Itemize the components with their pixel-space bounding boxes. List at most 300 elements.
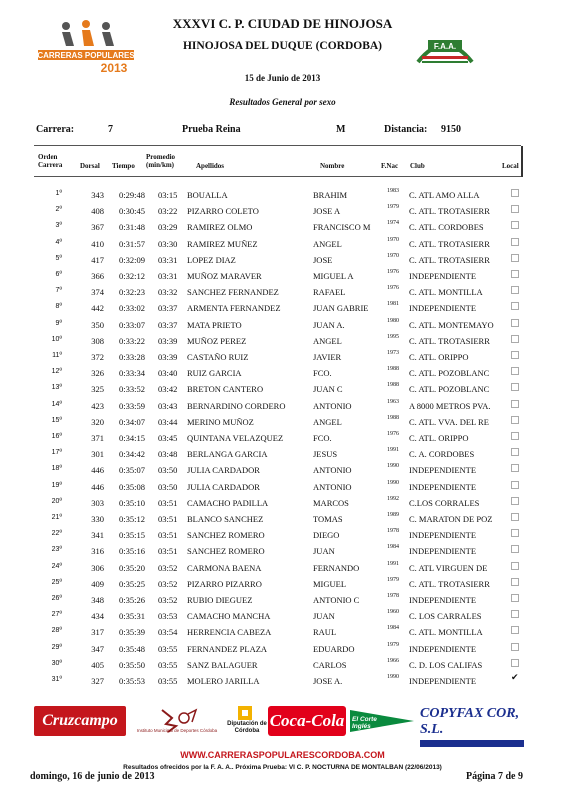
birth-year-cell: 1995	[387, 333, 399, 340]
pace-cell: 03:40	[158, 368, 178, 379]
dorsal-cell: 325	[91, 384, 104, 395]
local-checkbox[interactable]	[511, 270, 519, 278]
dorsal-cell: 446	[91, 481, 104, 492]
local-checkbox[interactable]	[511, 675, 519, 683]
local-checkbox[interactable]	[511, 189, 519, 197]
time-cell: 0:35:39	[119, 627, 145, 638]
club-cell: C. ATL. TROTASIERR	[409, 578, 490, 589]
surname-cell: QUINTANA VELAZQUEZ	[187, 433, 284, 443]
table-row	[0, 479, 565, 495]
dorsal-cell: 317	[91, 627, 104, 638]
surname-cell: BLANCO SANCHEZ	[187, 514, 264, 524]
table-row	[0, 576, 565, 592]
surname-cell: BRETON CANTERO	[187, 384, 264, 395]
local-checkbox[interactable]	[511, 513, 519, 521]
svg-text:2013: 2013	[100, 61, 128, 74]
table-row	[0, 414, 565, 430]
time-cell: 0:32:23	[119, 287, 145, 298]
time-cell: 0:35:53	[119, 676, 145, 686]
surname-cell: MUÑOZ MARAVER	[187, 271, 262, 281]
local-checkbox[interactable]	[511, 221, 519, 229]
position-cell: 9º	[55, 319, 62, 327]
dorsal-cell: 308	[91, 335, 104, 346]
birth-year-cell: 1979	[387, 576, 399, 583]
pace-cell: 03:39	[158, 352, 178, 362]
position-cell: 24º	[51, 562, 62, 570]
club-cell: C. ATL. VVA. DEL RE	[409, 416, 489, 427]
table-row	[0, 527, 565, 543]
surname-cell: PIZARRO PIZARRO	[187, 578, 262, 589]
club-cell: C. ATL. CORDOBES	[409, 222, 484, 233]
time-cell: 0:35:31	[119, 611, 145, 622]
position-cell: 1º	[55, 190, 62, 197]
birth-year-cell: 1983	[387, 188, 399, 194]
position-cell: 23º	[51, 546, 62, 554]
table-row	[0, 657, 565, 673]
dorsal-cell: 327	[91, 676, 104, 686]
dorsal-cell: 343	[91, 190, 104, 200]
birth-year-cell: 1984	[387, 625, 399, 632]
pace-cell: 03:15	[158, 190, 178, 200]
birth-year-cell: 1960	[387, 609, 399, 616]
cocacola-logo: Coca-Cola	[268, 706, 346, 736]
surname-cell: SANCHEZ FERNANDEZ	[187, 287, 279, 298]
time-cell: 0:32:12	[119, 271, 145, 281]
position-cell: 18º	[51, 465, 62, 473]
pace-cell: 03:39	[158, 335, 178, 346]
position-cell: 4º	[55, 238, 62, 246]
surname-cell: MUÑOZ PEREZ	[187, 335, 247, 346]
carrera-value: 7	[108, 124, 113, 135]
prueba-name: Prueba Reina	[182, 124, 241, 135]
table-row	[0, 365, 565, 381]
birth-year-cell: 1970	[387, 252, 399, 259]
name-cell: JUAN C	[313, 384, 343, 395]
name-cell: ANGEL	[313, 416, 342, 427]
pace-cell: 03:54	[158, 627, 178, 638]
pace-cell: 03:53	[158, 611, 178, 622]
surname-cell: PIZARRO COLETO	[187, 206, 259, 217]
local-checkbox[interactable]	[511, 351, 519, 359]
local-checkbox[interactable]	[511, 643, 519, 651]
birth-year-cell: 1988	[387, 366, 399, 373]
pace-cell: 03:50	[158, 465, 178, 476]
pace-cell: 03:55	[158, 643, 178, 654]
dorsal-cell: 434	[91, 611, 104, 622]
birth-year-cell: 1989	[387, 512, 399, 518]
dorsal-cell: 417	[91, 254, 104, 265]
surname-cell: CAMACHO PADILLA	[187, 497, 269, 508]
local-checkbox[interactable]	[511, 594, 519, 602]
dorsal-cell: 408	[91, 206, 104, 217]
pace-cell: 03:52	[158, 578, 178, 589]
name-cell: JOSE A.	[313, 676, 343, 686]
club-cell: C. ATL. ORIPPO	[409, 352, 469, 362]
event-title: XXXVI C. P. CIUDAD DE HINOJOSA	[172, 16, 393, 31]
time-cell: 0:35:25	[119, 578, 145, 589]
position-cell: 2º	[55, 206, 62, 214]
time-cell: 0:35:16	[119, 546, 145, 557]
name-cell: ANTONIO	[313, 400, 352, 411]
position-cell: 22º	[51, 530, 62, 538]
time-cell: 0:35:20	[119, 562, 145, 573]
name-cell: JOSE	[313, 254, 333, 265]
dorsal-cell: 316	[91, 546, 104, 557]
imd-cordoba-logo: Instituto Municipal de Deportes Córdoba	[132, 706, 222, 736]
dorsal-cell: 366	[91, 271, 104, 281]
pace-cell: 03:51	[158, 514, 178, 524]
local-checkbox[interactable]	[511, 578, 519, 586]
local-checkbox[interactable]	[511, 254, 519, 262]
club-cell: C. ATL. ORIPPO	[409, 433, 469, 443]
pace-cell: 03:55	[158, 659, 178, 670]
sexo-value: M	[336, 124, 346, 135]
position-cell: 15º	[51, 416, 62, 424]
table-row	[0, 381, 565, 397]
pace-cell: 03:32	[158, 287, 178, 298]
col-local: Local	[502, 162, 519, 170]
name-cell: ANGEL	[313, 238, 342, 249]
diputacion-cordoba-logo: Diputación de Córdoba	[226, 706, 268, 736]
position-cell: 11º	[52, 352, 62, 359]
dorsal-cell: 341	[91, 530, 104, 541]
time-cell: 0:31:57	[119, 238, 145, 249]
club-cell: A 8000 METROS PVA.	[409, 400, 491, 411]
local-checkbox[interactable]	[511, 481, 519, 489]
club-cell: C. ATL. TROTASIERR	[409, 254, 490, 265]
birth-year-cell: 1992	[387, 495, 399, 502]
club-cell: C.LOS CORRALES	[409, 497, 480, 508]
surname-cell: JULIA CARDADOR	[187, 465, 260, 476]
position-cell: 17º	[51, 449, 62, 457]
name-cell: MIGUEL A	[313, 271, 354, 281]
position-cell: 10º	[51, 335, 62, 343]
name-cell: DIEGO	[313, 530, 340, 541]
dorsal-cell: 348	[91, 595, 104, 605]
time-cell: 0:35:15	[119, 530, 145, 541]
name-cell: FCO.	[313, 368, 332, 379]
dorsal-cell: 326	[91, 368, 104, 379]
table-row	[0, 495, 565, 511]
time-cell: 0:33:59	[119, 400, 145, 411]
name-cell: ANTONIO	[313, 481, 352, 492]
birth-year-cell: 1981	[387, 301, 399, 308]
surname-cell: RAMIREZ MUÑEZ	[187, 238, 258, 249]
table-row	[0, 203, 565, 219]
position-cell: 7º	[55, 287, 62, 295]
name-cell: ANTONIO C	[313, 595, 360, 605]
time-cell: 0:33:52	[119, 384, 145, 395]
club-cell: C. ATL. TROTASIERR	[409, 206, 490, 217]
table-row	[0, 300, 565, 316]
name-cell: TOMAS	[313, 514, 343, 524]
print-date: domingo, 16 de junio de 2013	[30, 771, 155, 782]
club-cell: C. MARATON DE POZ	[409, 514, 493, 524]
local-checkbox[interactable]	[511, 610, 519, 618]
birth-year-cell: 1976	[387, 269, 399, 275]
name-cell: FERNANDO	[313, 562, 360, 573]
local-checkbox[interactable]	[511, 383, 519, 391]
birth-year-cell: 1988	[387, 382, 399, 389]
local-checkbox[interactable]	[511, 529, 519, 537]
header-rule-bottom	[34, 176, 521, 177]
surname-cell: CAMACHO MANCHA	[187, 611, 271, 622]
dorsal-cell: 446	[91, 465, 104, 476]
position-cell: 14º	[51, 400, 62, 408]
position-cell: 21º	[51, 514, 62, 521]
pace-cell: 03:45	[158, 433, 178, 443]
surname-cell: MOLERO JARILLA	[187, 676, 260, 686]
position-cell: 6º	[55, 271, 62, 278]
position-cell: 13º	[51, 384, 62, 392]
surname-cell: HERRENCIA CABEZA	[187, 627, 272, 638]
local-checkbox[interactable]	[511, 302, 519, 310]
position-cell: 12º	[51, 368, 62, 376]
position-cell: 26º	[51, 595, 62, 602]
dorsal-cell: 409	[91, 578, 104, 589]
position-cell: 16º	[51, 433, 62, 440]
table-row	[0, 608, 565, 624]
carrera-label: Carrera:	[36, 124, 75, 135]
pace-cell: 03:52	[158, 595, 178, 605]
dorsal-cell: 374	[91, 287, 104, 298]
dorsal-cell: 372	[91, 352, 104, 362]
surname-cell: ARMENTA FERNANDEZ	[187, 303, 281, 314]
time-cell: 0:33:28	[119, 352, 145, 362]
pace-cell: 03:42	[158, 384, 178, 395]
svg-text:CARRERAS POPULARES: CARRERAS POPULARES	[37, 51, 135, 60]
dorsal-cell: 405	[91, 659, 104, 670]
local-checkbox[interactable]	[511, 335, 519, 343]
event-location: HINOJOSA DEL DUQUE (CORDOBA)	[182, 40, 383, 52]
pace-cell: 03:48	[158, 449, 178, 460]
time-cell: 0:32:09	[119, 254, 145, 265]
surname-cell: MERINO MUÑOZ	[187, 416, 254, 427]
birth-year-cell: 1979	[387, 641, 399, 648]
club-cell: C. ATL. MONTILLA	[409, 287, 483, 298]
name-cell: JESUS	[313, 449, 338, 460]
club-cell: INDEPENDIENTE	[409, 465, 477, 476]
name-cell: ANGEL	[313, 335, 342, 346]
pace-cell: 03:50	[158, 481, 178, 492]
club-cell: C. ATL. POZOBLANC	[409, 368, 490, 379]
footer-note: Resultados ofrecidos por la F. A. A.. Próxima Prueba: VI C. P. NOCTURNA DE MONTALBAN (22/06/2013)	[123, 764, 442, 771]
pace-cell: 03:43	[158, 400, 178, 411]
table-row	[0, 430, 565, 446]
name-cell: ANTONIO	[313, 465, 352, 476]
birth-year-cell: 1991	[387, 447, 399, 454]
event-date: 15 de Junio de 2013	[244, 73, 321, 83]
pace-cell: 03:30	[158, 238, 178, 249]
position-cell: 29º	[51, 643, 62, 651]
col-promedio: Promedio (min/km)	[146, 153, 176, 169]
name-cell: JUAN A.	[313, 319, 345, 330]
time-cell: 0:35:10	[119, 497, 145, 508]
table-row	[0, 236, 565, 252]
position-cell: 20º	[51, 497, 62, 505]
position-cell: 5º	[55, 254, 62, 262]
time-cell: 0:35:26	[119, 595, 145, 605]
birth-year-cell: 1978	[387, 593, 399, 599]
surname-cell: MATA PRIETO	[187, 319, 242, 330]
local-checkbox[interactable]	[511, 464, 519, 472]
time-cell: 0:35:48	[119, 643, 145, 654]
table-row	[0, 284, 565, 300]
table-row	[0, 252, 565, 268]
club-cell: INDEPENDIENTE	[409, 271, 477, 281]
position-cell: 31º	[51, 676, 62, 683]
pace-cell: 03:51	[158, 530, 178, 541]
position-cell: 8º	[55, 303, 62, 311]
cruzcampo-logo: Cruzcampo	[34, 706, 126, 736]
club-cell: C. ATL. MONTILLA	[409, 627, 483, 638]
club-cell: C. D. LOS CALIFAS	[409, 659, 483, 670]
local-checkbox[interactable]	[511, 626, 519, 634]
club-cell: C. A. CORDOBES	[409, 449, 475, 460]
birth-year-cell: 1966	[387, 657, 399, 664]
time-cell: 0:33:02	[119, 303, 145, 314]
table-row	[0, 543, 565, 559]
surname-cell: BERLANGA GARCIA	[187, 449, 268, 460]
club-cell: INDEPENDIENTE	[409, 595, 477, 605]
pace-cell: 03:52	[158, 562, 178, 573]
time-cell: 0:35:12	[119, 514, 145, 524]
copyfax-logo: COPYFAX COR, S.L.	[416, 706, 528, 736]
col-club: Club	[410, 162, 425, 170]
local-checkbox[interactable]	[511, 432, 519, 440]
pace-cell: 03:55	[158, 676, 178, 686]
table-row	[0, 317, 565, 333]
birth-year-cell: 1970	[387, 236, 399, 243]
club-cell: INDEPENDIENTE	[409, 676, 477, 686]
local-checkbox[interactable]	[511, 238, 519, 246]
distancia-label: Distancia:	[384, 124, 428, 135]
name-cell: JUAN GABRIE	[313, 303, 369, 314]
position-cell: 27º	[51, 611, 62, 619]
birth-year-cell: 1979	[387, 204, 399, 211]
local-checkbox[interactable]	[511, 319, 519, 327]
birth-year-cell: 1990	[387, 479, 399, 486]
surname-cell: BERNARDINO CORDERO	[187, 400, 286, 411]
birth-year-cell: 1990	[387, 674, 399, 680]
dorsal-cell: 371	[91, 433, 104, 443]
pace-cell: 03:31	[158, 254, 178, 265]
col-fnac: F.Nac	[381, 162, 399, 170]
dorsal-cell: 301	[91, 449, 104, 460]
surname-cell: SANCHEZ ROMERO	[187, 530, 265, 541]
birth-year-cell: 1976	[387, 285, 399, 292]
birth-year-cell: 1984	[387, 544, 399, 551]
table-row	[0, 462, 565, 478]
local-checkbox[interactable]	[511, 545, 519, 553]
surname-cell: RUIZ GARCIA	[187, 368, 242, 379]
table-row	[0, 560, 565, 576]
surname-cell: SANZ BALAGUER	[187, 659, 258, 670]
surname-cell: RAMIREZ OLMO	[187, 222, 253, 233]
local-checkbox[interactable]	[511, 416, 519, 424]
position-cell: 19º	[51, 481, 62, 489]
dorsal-cell: 330	[91, 514, 104, 524]
table-row	[0, 624, 565, 640]
birth-year-cell: 1991	[387, 560, 399, 567]
birth-year-cell: 1973	[387, 350, 399, 356]
surname-cell: LOPEZ DIAZ	[187, 254, 236, 265]
birth-year-cell: 1978	[387, 528, 399, 535]
local-checkbox[interactable]	[511, 286, 519, 294]
table-row	[0, 333, 565, 349]
surname-cell: BOUALLA	[187, 190, 228, 200]
time-cell: 0:29:48	[119, 190, 145, 200]
position-cell: 3º	[55, 222, 62, 230]
local-checkbox[interactable]	[511, 400, 519, 408]
dorsal-cell: 347	[91, 643, 104, 654]
col-dorsal: Dorsal	[80, 162, 100, 170]
club-cell: INDEPENDIENTE	[409, 643, 477, 654]
name-cell: EDUARDO	[313, 643, 355, 654]
results-title: Resultados General por sexo	[229, 97, 336, 107]
local-checkbox[interactable]	[511, 659, 519, 667]
pace-cell: 03:31	[158, 271, 178, 281]
local-checkbox[interactable]	[511, 205, 519, 213]
page-number: Página 7 de 9	[466, 771, 523, 782]
name-cell: JAVIER	[313, 352, 342, 362]
club-cell: C. ATL AMO ALLA	[409, 190, 480, 200]
table-row	[0, 673, 565, 689]
club-cell: C. ATL. MONTEMAYO	[409, 319, 494, 330]
local-checkbox[interactable]	[511, 562, 519, 570]
name-cell: RAFAEL	[313, 287, 346, 298]
local-checkbox[interactable]	[511, 497, 519, 505]
surname-cell: JULIA CARDADOR	[187, 481, 260, 492]
local-checkbox[interactable]	[511, 367, 519, 375]
dorsal-cell: 410	[91, 238, 104, 249]
surname-cell: RUBIO DIEGUEZ	[187, 595, 253, 605]
website-link[interactable]: WWW.CARRERASPOPULARESCORDOBA.COM	[180, 750, 385, 760]
surname-cell: FERNANDEZ PLAZA	[187, 643, 268, 654]
svg-text:F.A.A.: F.A.A.	[433, 42, 457, 51]
name-cell: BRAHIM	[313, 190, 348, 200]
birth-year-cell: 1980	[387, 317, 399, 324]
name-cell: JUAN	[313, 546, 335, 557]
table-row	[0, 446, 565, 462]
table-row	[0, 268, 565, 284]
pace-cell: 03:29	[158, 222, 178, 233]
club-cell: C. ATL. POZOBLANC	[409, 384, 490, 395]
club-cell: C. ATL. TROTASIERR	[409, 335, 490, 346]
dorsal-cell: 442	[91, 303, 104, 314]
dorsal-cell: 350	[91, 319, 104, 330]
time-cell: 0:33:22	[119, 335, 145, 346]
surname-cell: SANCHEZ ROMERO	[187, 546, 265, 557]
time-cell: 0:34:42	[119, 449, 145, 460]
name-cell: RAUL	[313, 627, 337, 638]
time-cell: 0:30:45	[119, 206, 145, 217]
pace-cell: 03:37	[158, 303, 178, 314]
time-cell: 0:33:07	[119, 319, 145, 330]
name-cell: MIGUEL	[313, 578, 347, 589]
distancia-value: 9150	[441, 124, 461, 135]
club-cell: INDEPENDIENTE	[409, 481, 477, 492]
club-cell: C. ATL. TROTASIERR	[409, 238, 490, 249]
dorsal-cell: 320	[91, 416, 104, 427]
table-row	[0, 219, 565, 235]
club-cell: INDEPENDIENTE	[409, 546, 477, 557]
time-cell: 0:33:34	[119, 368, 145, 379]
table-row	[0, 187, 565, 203]
position-cell: 25º	[51, 578, 62, 586]
name-cell: FRANCISCO M	[313, 222, 371, 233]
local-checkbox[interactable]	[511, 448, 519, 456]
